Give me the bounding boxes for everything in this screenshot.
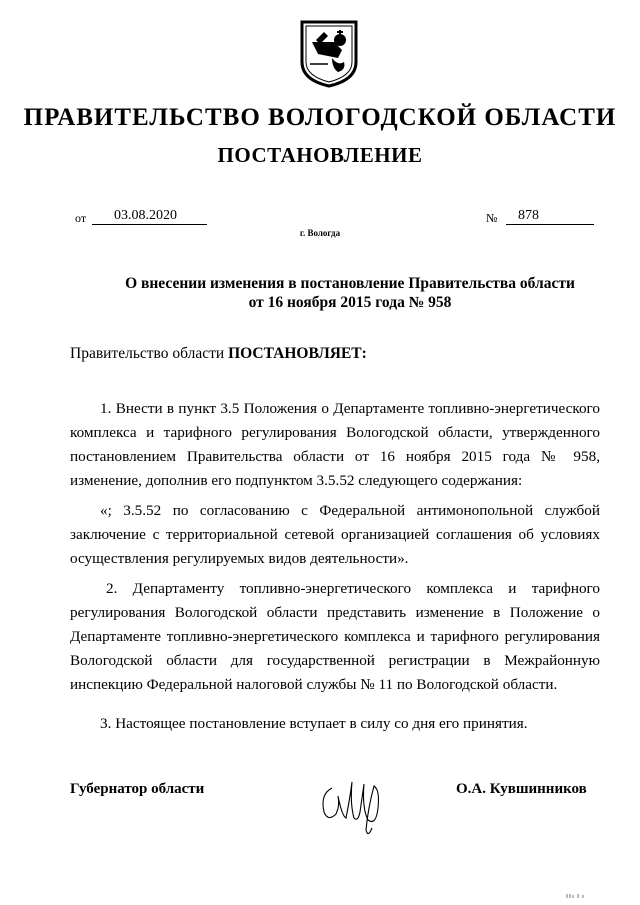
decree-verb: ПОСТАНОВЛЯЕТ: — [228, 345, 367, 362]
document-type: ПОСТАНОВЛЕНИЕ — [217, 143, 423, 167]
signer-name: О.А. Кувшинников — [456, 781, 587, 797]
decree-line — [70, 345, 367, 363]
paragraph-2: «; 3.5.52 по согласованию с Федеральной антимонопольной службой заключение с территориальной сетевой организацией соглашения об условиях осуществления регулируемых видов деятельности». — [70, 502, 600, 567]
date-label: от — [75, 211, 87, 225]
subject-line-2: от 16 ноября 2015 года № 958 — [248, 294, 452, 311]
handwritten-signature — [318, 768, 390, 838]
number-label: № — [486, 211, 498, 225]
document-date: 03.08.2020 — [114, 208, 177, 223]
footer-marks — [566, 893, 586, 899]
government-title: ПРАВИТЕЛЬСТВО ВОЛОГОДСКОЙ ОБЛАСТИ — [23, 104, 617, 131]
subject-line-1: О внесении изменения в постановление Правительства области — [125, 275, 575, 292]
paragraph-4: 3. Настоящее постановление вступает в силу со дня его принятия. — [100, 715, 528, 732]
document-number: 878 — [518, 208, 539, 223]
signer-title: Губернатор области — [70, 781, 205, 797]
paragraph-1: 1. Внести в пункт 3.5 Положения о Департаменте топливно-энергетического комплекса и тарифного регулирования Вологодской области, утвержденного постановлением Правительства области от 16 ноября 2015 года № 958, изменение, дополнив его подпунктом 3.5.52 следующего содержания: — [70, 400, 600, 489]
date-underline — [92, 224, 207, 225]
coat-of-arms-icon — [298, 18, 360, 88]
decree-prefix: Правительство области — [70, 345, 229, 362]
number-underline — [506, 224, 594, 225]
document-subject — [70, 274, 630, 312]
paragraph-3: 2. Департаменту топливно-энергетического комплекса и тарифного регулирования Вологодской области представить изменение в Положение о Департаменте топливно-энергетического комплекса и тарифного регулирования Вологодской области для государственной регистрации в Межрайонную инспекцию Федеральной налоговой службы № 11 по Вологодской области. — [70, 580, 600, 693]
city: г. Вологда — [299, 228, 341, 238]
